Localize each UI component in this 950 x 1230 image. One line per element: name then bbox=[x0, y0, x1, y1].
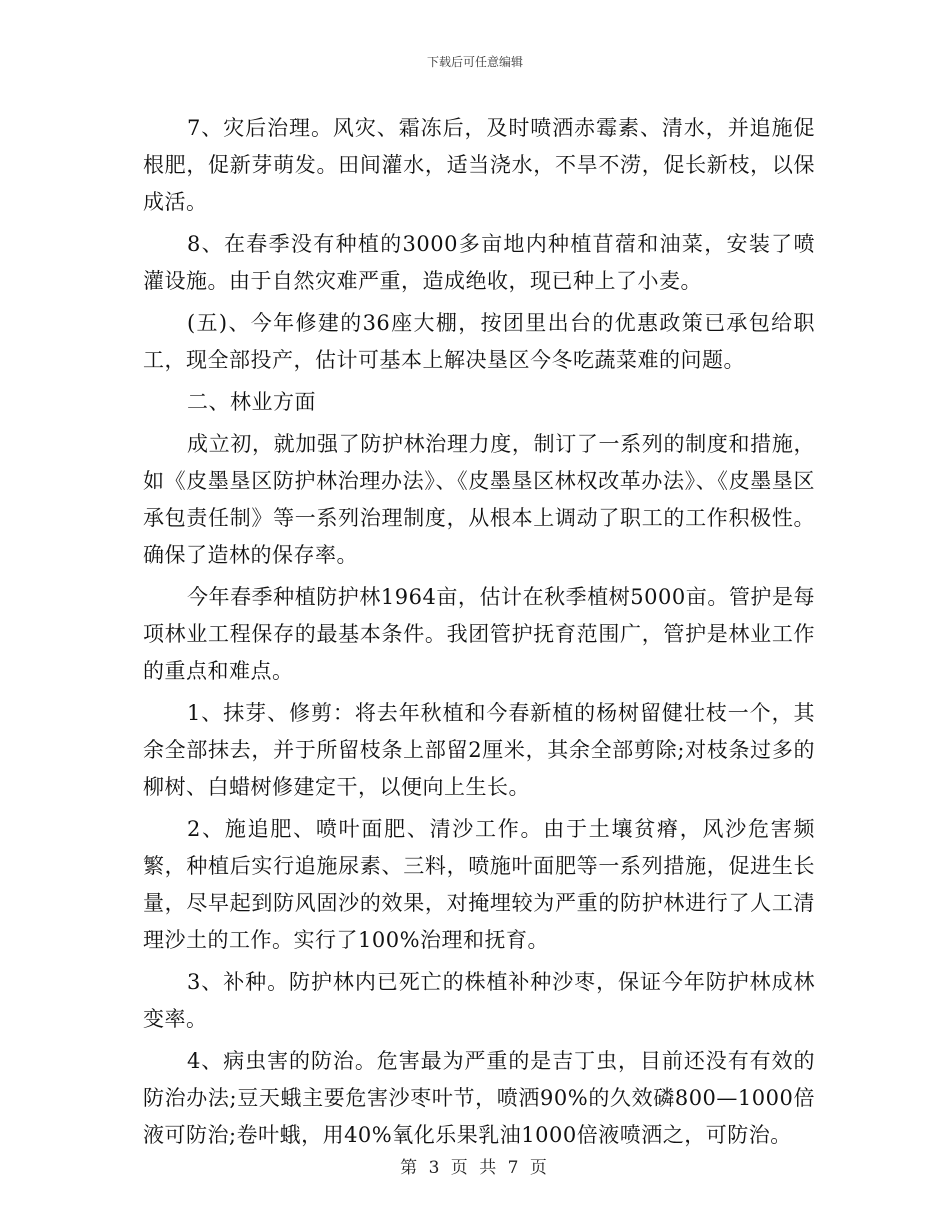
paragraph-replanting: 3、补种。防护林内已死亡的株植补种沙枣，保证今年防护林成林变率。 bbox=[143, 970, 815, 1031]
page-header: 下载后可任意编辑 bbox=[426, 55, 523, 69]
paragraph-spring-planting: 8、在春季没有种植的3000多亩地内种植苜蓿和油菜，安装了喷灌设施。由于自然灾难严重，造成绝收，现已种上了小麦。 bbox=[143, 232, 815, 293]
paragraph-fertilizing: 2、施追肥、喷叶面肥、清沙工作。由于土壤贫瘠，风沙危害频繁，种植后实行追施尿素、三料，喷施叶面肥等一系列措施，促进生长量，尽早起到防风固沙的效果，对掩埋较为严重的防护林进行了人工清理沙土的工作。实行了100%治理和抚育。 bbox=[143, 817, 815, 952]
paragraph-shelterbelt-planting: 今年春季种植防护林1964亩，估计在秋季植树5000亩。管护是每项林业工程保存的最基本条件。我团管护抚育范围广，管护是林业工作的重点和难点。 bbox=[143, 585, 815, 683]
paragraph-pruning: 1、抹芽、修剪：将去年秋植和今春新植的杨树留健壮枝一个，其余全部抹去，并于所留枝条上部留2厘米，其余全部剪除;对枝条过多的柳树、白蜡树修建定干，以便向上生长。 bbox=[143, 701, 815, 799]
paragraph-forestry-management: 成立初，就加强了防护林治理力度，制订了一系列的制度和措施，如《皮墨垦区防护林治理办法》、《皮墨垦区林权改革办法》、《皮墨垦区承包责任制》等一系列治理制度，从根本上调动了职工的工作积极性。确保了造林的保存率。 bbox=[143, 432, 815, 567]
paragraph-greenhouses: (五)、今年修建的36座大棚，按团里出台的优惠政策已承包给职工，现全部投产，估计可基本上解决垦区今冬吃蔬菜难的问题。 bbox=[143, 311, 815, 372]
section-heading-forestry: 二、林业方面 bbox=[187, 390, 316, 414]
paragraph-disaster-treatment: 7、灾后治理。风灾、霜冻后，及时喷洒赤霉素、清水，并追施促根肥，促新芽萌发。田间灌水，适当浇水，不旱不涝，促长新枝，以保成活。 bbox=[143, 116, 815, 214]
page-footer: 第 3 页 共 7 页 bbox=[400, 1158, 550, 1178]
document-body bbox=[143, 110, 815, 1159]
paragraph-pest-control: 4、病虫害的防治。危害最为严重的是吉丁虫，目前还没有有效的防治办法;豆天蛾主要危害沙枣叶节，喷洒90%的久效磷800—1000倍液可防治;卷叶蛾，用40%氧化乐果乳油1000倍液喷洒之，可防治。 bbox=[143, 1049, 815, 1147]
